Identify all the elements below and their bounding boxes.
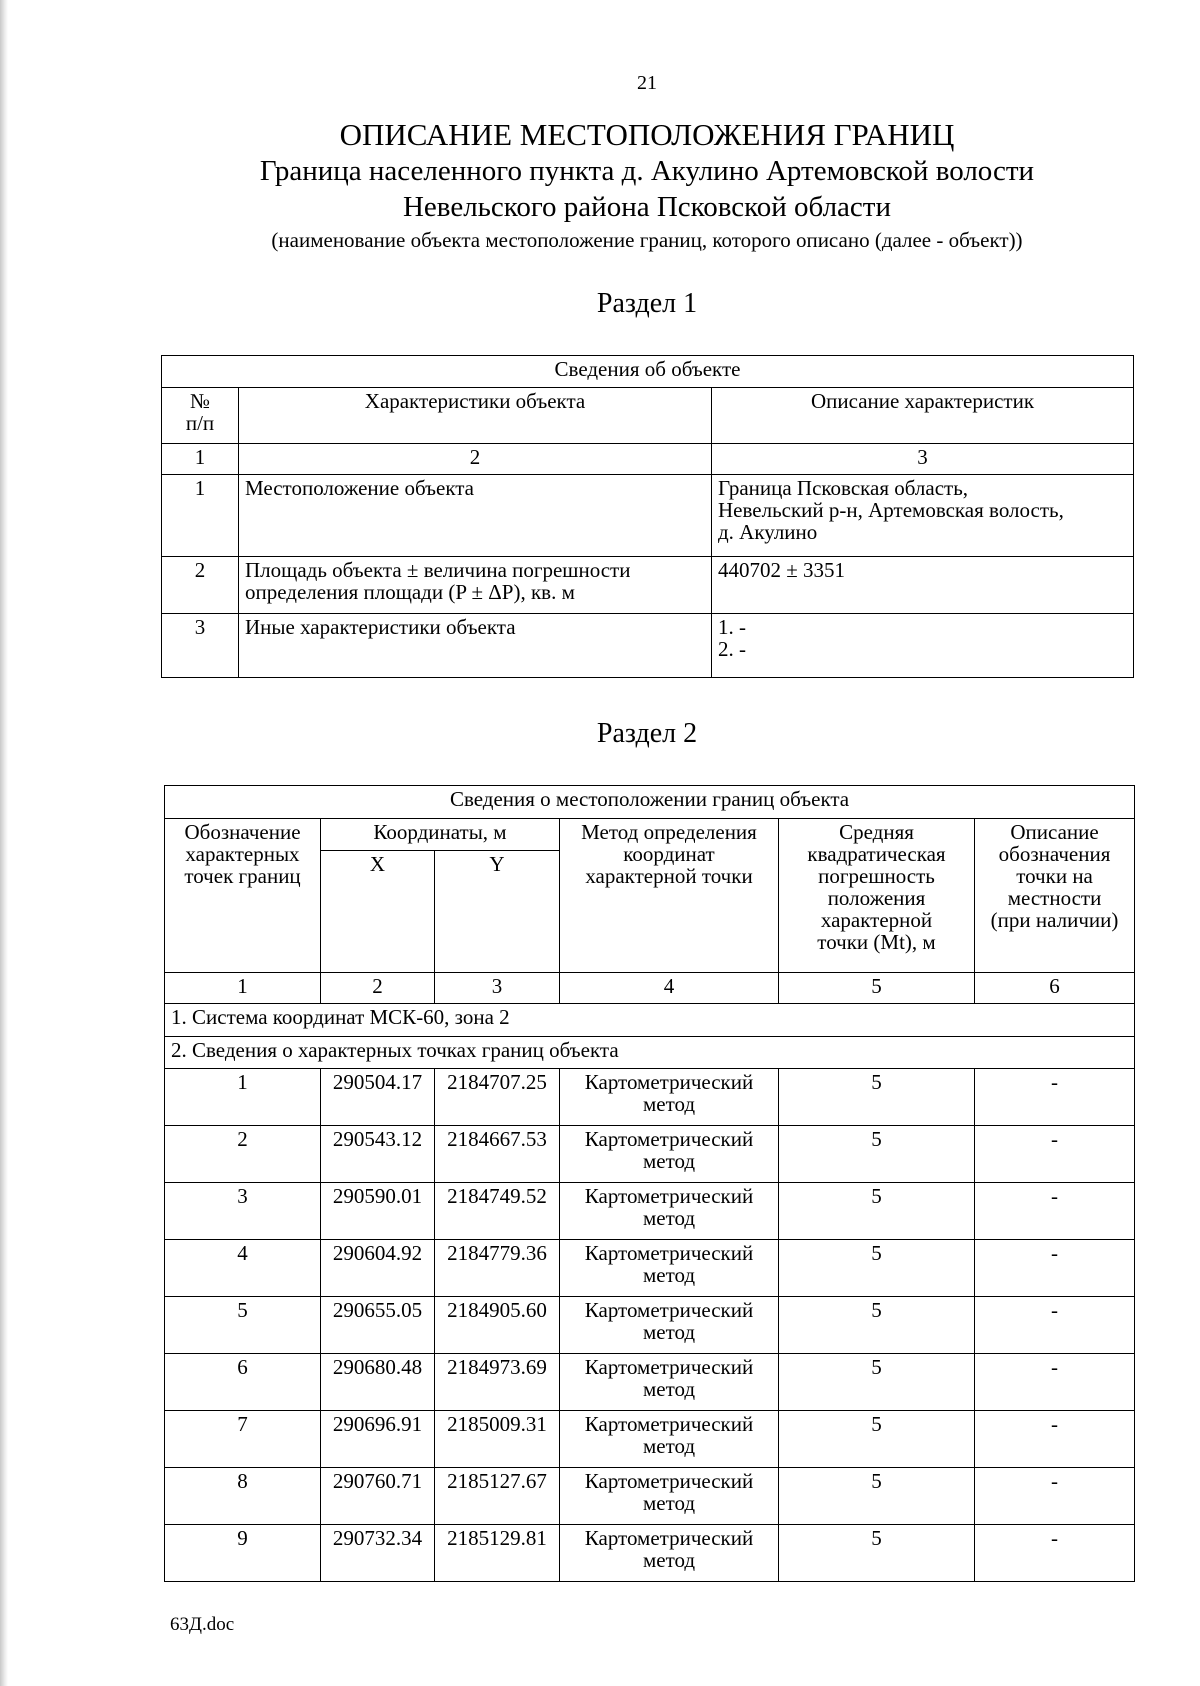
object-info-caption: Сведения об объекте — [162, 356, 1134, 388]
point-mt: 5 — [779, 1411, 975, 1468]
point-method — [560, 1468, 779, 1525]
table-row — [162, 557, 1134, 614]
header-line: местности — [1007, 886, 1102, 910]
method-line: Картометрический — [584, 1184, 754, 1208]
row-description — [712, 614, 1134, 678]
point-mt: 5 — [779, 1468, 975, 1525]
header-line: характерной — [820, 908, 933, 932]
point-id: 4 — [165, 1240, 321, 1297]
point-mt: 5 — [779, 1240, 975, 1297]
column-number: 5 — [779, 973, 975, 1004]
point-method — [560, 1354, 779, 1411]
point-mt: 5 — [779, 1354, 975, 1411]
point-mt: 5 — [779, 1297, 975, 1354]
header-designation — [165, 819, 321, 973]
column-number: 2 — [239, 444, 712, 475]
table-row — [165, 1069, 1135, 1126]
header-line: точки на — [1016, 864, 1093, 888]
row-description: 440702 ± 3351 — [712, 557, 1134, 614]
column-number: 4 — [560, 973, 779, 1004]
table-row — [165, 1411, 1135, 1468]
characteristic-line: определения площади (P ± ΔP), кв. м — [245, 580, 575, 604]
column-number: 1 — [165, 973, 321, 1004]
description-line: д. Акулино — [718, 520, 818, 544]
method-line: метод — [642, 1206, 696, 1230]
header-characteristics: Характеристики объекта — [239, 388, 712, 444]
point-id: 7 — [165, 1411, 321, 1468]
point-x: 290655.05 — [321, 1297, 435, 1354]
header-line: Описание — [1010, 820, 1099, 844]
table-row — [165, 1240, 1135, 1297]
column-number: 3 — [712, 444, 1134, 475]
point-x: 290760.71 — [321, 1468, 435, 1525]
method-line: метод — [642, 1263, 696, 1287]
point-x: 290604.92 — [321, 1240, 435, 1297]
point-id: 5 — [165, 1297, 321, 1354]
point-id: 2 — [165, 1126, 321, 1183]
point-id: 8 — [165, 1468, 321, 1525]
header-y: Y — [435, 851, 560, 973]
method-line: Картометрический — [584, 1412, 754, 1436]
table-row — [165, 1525, 1135, 1582]
point-mt: 5 — [779, 1525, 975, 1582]
column-number: 1 — [162, 444, 239, 475]
point-x: 290696.91 — [321, 1411, 435, 1468]
point-x: 290680.48 — [321, 1354, 435, 1411]
column-number: 3 — [435, 973, 560, 1004]
point-y: 2184707.25 — [435, 1069, 560, 1126]
object-info-table — [161, 355, 1134, 678]
method-line: Картометрический — [584, 1070, 754, 1094]
point-x: 290732.34 — [321, 1525, 435, 1582]
point-y: 2185009.31 — [435, 1411, 560, 1468]
point-y: 2184779.36 — [435, 1240, 560, 1297]
row-num: 1 — [162, 475, 239, 557]
object-name-line-2: Невельского района Псковской области — [402, 191, 891, 223]
header-mean-error — [779, 819, 975, 973]
method-line: метод — [642, 1434, 696, 1458]
point-description: - — [975, 1411, 1135, 1468]
point-y: 2185129.81 — [435, 1525, 560, 1582]
method-line: Картометрический — [584, 1526, 754, 1550]
point-method — [560, 1126, 779, 1183]
page-number: 21 — [637, 72, 657, 94]
header-line: характерных — [185, 842, 300, 866]
header-line: точки (Mt), м — [817, 930, 936, 954]
table-row — [162, 614, 1134, 678]
point-id: 6 — [165, 1354, 321, 1411]
footer-filename: 63Д.doc — [170, 1614, 235, 1635]
header-num — [162, 388, 239, 444]
method-line: метод — [642, 1548, 696, 1572]
point-id: 1 — [165, 1069, 321, 1126]
header-line: координат — [623, 842, 715, 866]
point-description: - — [975, 1354, 1135, 1411]
table-row — [165, 1468, 1135, 1525]
points-body — [165, 1069, 1135, 1582]
boundary-points-table — [164, 785, 1135, 1582]
method-line: Картометрический — [584, 1127, 754, 1151]
header-line: точек границ — [184, 864, 301, 888]
table-row — [162, 475, 1134, 557]
object-name-note: (наименование объекта местоположение границ, которого описано (далее - объект)) — [271, 228, 1023, 252]
header-line: Метод определения — [581, 820, 757, 844]
point-mt: 5 — [779, 1183, 975, 1240]
point-description: - — [975, 1468, 1135, 1525]
header-line: квадратическая — [807, 842, 946, 866]
header-line: Обозначение — [184, 820, 301, 844]
point-id: 9 — [165, 1525, 321, 1582]
header-line: обозначения — [998, 842, 1111, 866]
table-row — [165, 1183, 1135, 1240]
header-line: (при наличии) — [990, 908, 1119, 932]
row-characteristic — [239, 557, 712, 614]
header-method — [560, 819, 779, 973]
header-line: Средняя — [839, 820, 914, 844]
section-1-heading: Раздел 1 — [596, 288, 698, 319]
method-line: метод — [642, 1092, 696, 1116]
points-caption-row: 2. Сведения о характерных точках границ объекта — [165, 1037, 1135, 1069]
header-num-line-1: № — [189, 389, 211, 413]
header-x: X — [321, 851, 435, 973]
point-y: 2184905.60 — [435, 1297, 560, 1354]
method-line: метод — [642, 1320, 696, 1344]
header-point-description — [975, 819, 1135, 973]
point-method — [560, 1297, 779, 1354]
point-x: 290504.17 — [321, 1069, 435, 1126]
point-mt: 5 — [779, 1069, 975, 1126]
point-id: 3 — [165, 1183, 321, 1240]
point-method — [560, 1240, 779, 1297]
section-2-heading: Раздел 2 — [596, 718, 698, 749]
point-description: - — [975, 1183, 1135, 1240]
method-line: метод — [642, 1149, 696, 1173]
point-y: 2184749.52 — [435, 1183, 560, 1240]
point-description: - — [975, 1297, 1135, 1354]
coordinate-system-row: 1. Система координат МСК-60, зона 2 — [165, 1004, 1135, 1037]
method-line: Картометрический — [584, 1241, 754, 1265]
header-num-line-2: п/п — [185, 411, 215, 435]
point-y: 2185127.67 — [435, 1468, 560, 1525]
description-line: 1. - — [718, 615, 746, 639]
point-description: - — [975, 1069, 1135, 1126]
point-method — [560, 1525, 779, 1582]
description-line: 2. - — [718, 637, 746, 661]
boundary-table-caption: Сведения о местоположении границ объекта — [165, 786, 1135, 819]
method-line: метод — [642, 1377, 696, 1401]
description-line: Невельский р-н, Артемовская волость, — [718, 498, 1064, 522]
title-block — [0, 116, 1200, 254]
table-row — [165, 1126, 1135, 1183]
row-characteristic: Иные характеристики объекта — [239, 614, 712, 678]
column-number: 6 — [975, 973, 1135, 1004]
point-description: - — [975, 1126, 1135, 1183]
header-description: Описание характеристик — [712, 388, 1134, 444]
point-method — [560, 1069, 779, 1126]
row-characteristic: Местоположение объекта — [239, 475, 712, 557]
header-line: положения — [827, 886, 926, 910]
row-num: 2 — [162, 557, 239, 614]
method-line: Картометрический — [584, 1469, 754, 1493]
point-method — [560, 1183, 779, 1240]
point-method — [560, 1411, 779, 1468]
header-line: погрешность — [818, 864, 935, 888]
point-y: 2184973.69 — [435, 1354, 560, 1411]
row-num: 3 — [162, 614, 239, 678]
description-line: Граница Псковская область, — [718, 476, 969, 500]
document-title: ОПИСАНИЕ МЕСТОПОЛОЖЕНИЯ ГРАНИЦ — [339, 117, 955, 152]
point-mt: 5 — [779, 1126, 975, 1183]
table-row — [165, 1354, 1135, 1411]
point-x: 290590.01 — [321, 1183, 435, 1240]
method-line: Картометрический — [584, 1298, 754, 1322]
method-line: Картометрический — [584, 1355, 754, 1379]
point-x: 290543.12 — [321, 1126, 435, 1183]
point-y: 2184667.53 — [435, 1126, 560, 1183]
header-coordinates: Координаты, м — [321, 819, 560, 851]
header-line: характерной точки — [585, 864, 753, 888]
object-name-line-1: Граница населенного пункта д. Акулино Артемовской волости — [259, 155, 1035, 187]
point-description: - — [975, 1525, 1135, 1582]
row-description — [712, 475, 1134, 557]
column-number: 2 — [321, 973, 435, 1004]
characteristic-line: Площадь объекта ± величина погрешности — [245, 558, 631, 582]
point-description: - — [975, 1240, 1135, 1297]
method-line: метод — [642, 1491, 696, 1515]
table-row — [165, 1297, 1135, 1354]
